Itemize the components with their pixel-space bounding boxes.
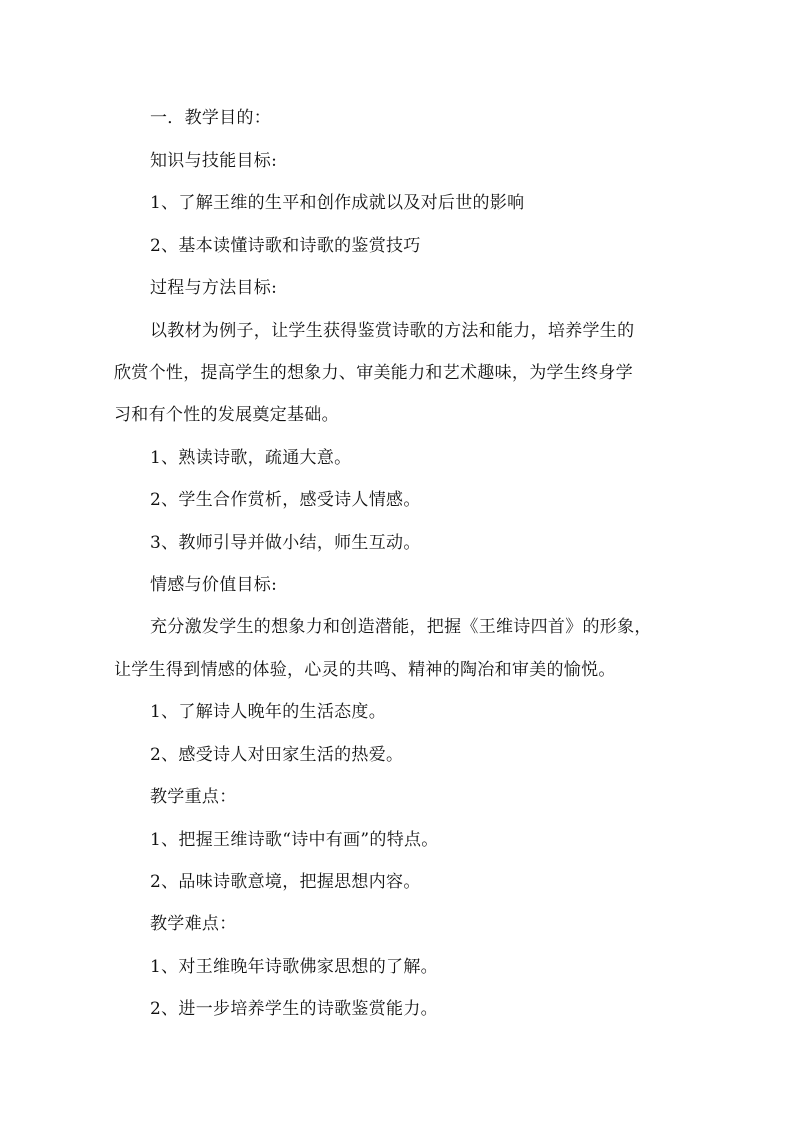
list-item: 1、熟读诗歌，疏通大意。: [150, 448, 352, 468]
list-item: 1、把握王维诗歌“诗中有画”的特点。: [150, 830, 439, 850]
list-item: 2、品味诗歌意境，把握思想内容。: [150, 872, 421, 892]
list-item: 2、基本读懂诗歌和诗歌的鉴赏技巧: [150, 236, 421, 256]
paragraph-line: 让学生得到情感的体验，心灵的共鸣、精神的陶冶和审美的愉悦。: [114, 660, 616, 680]
list-item: 3、教师引导并做小结，师生互动。: [150, 533, 421, 553]
section-heading-teaching-objectives: 一．教学目的：: [150, 108, 272, 128]
list-item: 1、了解诗人晚年的生活态度。: [150, 702, 387, 722]
paragraph-line: 欣赏个性，提高学生的想象力、审美能力和艺术趣味，为学生终身学: [114, 363, 633, 383]
paragraph-line: 习和有个性的发展奠定基础。: [114, 405, 339, 425]
list-item: 2、学生合作赏析，感受诗人情感。: [150, 490, 421, 510]
subheading-knowledge-skills: 知识与技能目标:: [150, 151, 278, 171]
list-item: 2、进一步培养学生的诗歌鉴赏能力。: [150, 999, 438, 1019]
list-item: 1、了解王维的生平和创作成就以及对后世的影响: [150, 193, 525, 213]
subheading-process-methods: 过程与方法目标:: [150, 278, 278, 298]
list-item: 2、感受诗人对田家生活的热爱。: [150, 745, 404, 765]
list-item: 1、对王维晚年诗歌佛家思想的了解。: [150, 957, 438, 977]
paragraph-line: 充分激发学生的想象力和创造潜能，把握《王维诗四首》的形象，: [150, 617, 652, 637]
subheading-difficulties: 教学难点：: [150, 914, 237, 934]
paragraph-line: 以教材为例子，让学生获得鉴赏诗歌的方法和能力，培养学生的: [150, 321, 635, 341]
subheading-emotion-values: 情感与价值目标:: [150, 575, 278, 595]
subheading-key-points: 教学重点：: [150, 787, 237, 807]
